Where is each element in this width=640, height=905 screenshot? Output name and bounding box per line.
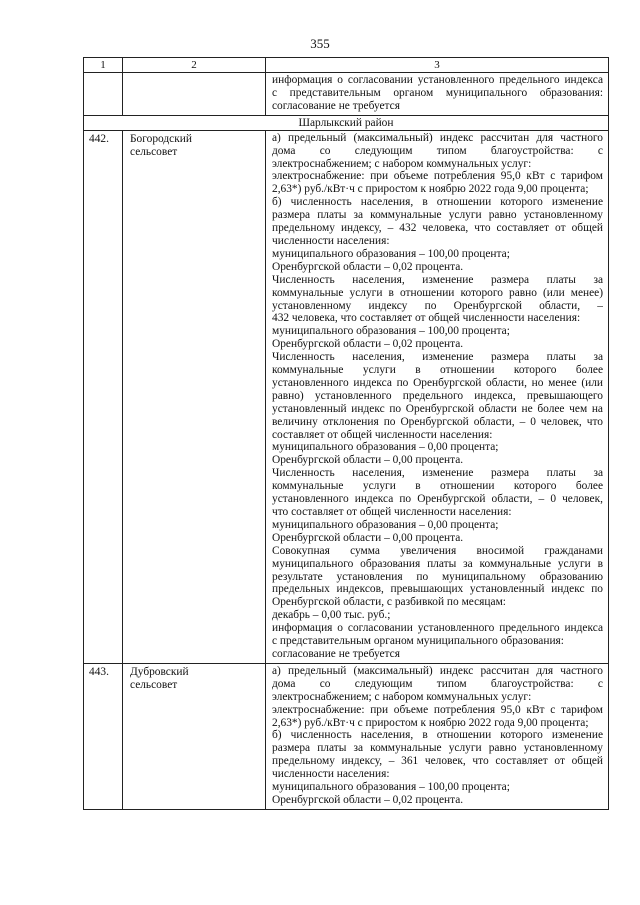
text-line: численности населения: <box>272 234 390 247</box>
text-line: Оренбургской области, с разбивкой по месяцам: <box>272 596 506 609</box>
text-line: Численность населения, изменение размера платы за <box>272 351 603 364</box>
continuation-num-cell <box>84 73 123 116</box>
text-line: Оренбургской области – 0,02 процента. <box>272 338 464 351</box>
text-line: электроснабжение: при объеме потребления 95,0 кВт с тарифом <box>272 170 603 183</box>
continuation-name-cell <box>123 73 266 116</box>
text-line: предельному индексу, – 361 человек, что составляет от общей <box>272 755 603 768</box>
text-line: с представительным органом муниципального образования: <box>272 635 564 648</box>
text-line: муниципального образования платы за коммунальные услуги в <box>272 557 603 570</box>
text-line: а) предельный (максимальный) индекс рассчитан для частного <box>272 664 603 677</box>
text-line: информация о согласовании установленного предельного индекса <box>272 622 603 635</box>
text-line: Оренбургской области – 0,00 процента. <box>272 454 464 467</box>
text-line: результате установления по муниципальному образованию <box>272 570 603 583</box>
column-number-header-row <box>84 58 609 73</box>
text-line: коммунальные услуги в отношении которого более <box>272 480 603 493</box>
text-line: Оренбургской области – 0,02 процента. <box>272 260 464 273</box>
municipality-name-line: Дубровский <box>130 665 189 678</box>
district-row <box>84 115 609 130</box>
text-line: установленного индекса по Оренбургской области, – 0 человек, <box>272 493 603 506</box>
text-line: Оренбургской области – 0,00 процента. <box>272 531 464 544</box>
text-line: установленному индексу по Оренбургской области, – <box>272 299 603 312</box>
index-description <box>266 130 609 663</box>
text-line: установленного индекса по Оренбургской области, но менее (или <box>272 376 603 389</box>
text-line: установленный индекс по Оренбургской области не более чем на <box>272 402 603 415</box>
municipality-name-line: сельсовет <box>130 145 178 158</box>
page-number: 355 <box>310 36 330 51</box>
text-line: Численность населения, изменение размера платы за <box>272 273 603 286</box>
text-line: муниципального образования – 0,00 процента; <box>272 441 499 454</box>
table-row <box>84 663 609 809</box>
text-line: дома со следующим типом благоустройства: с <box>272 144 603 157</box>
text-line: а) предельный (максимальный) индекс рассчитан для частного <box>272 131 603 144</box>
column-number-2: 2 <box>123 58 266 73</box>
text-line: 2,63*) руб./кВт·ч с приростом к ноябрю 2022 года 9,00 процента; <box>272 183 589 196</box>
text-line: размера платы за коммунальные услуги равно установленному <box>272 742 603 755</box>
text-line: предельному индексу, – 432 человека, что составляет от общей <box>272 222 603 235</box>
text-line: электроснабжением; с набором коммунальных услуг: <box>272 157 532 170</box>
municipality-name <box>123 130 266 663</box>
index-description <box>266 663 609 809</box>
district-title: Шарлыкский район <box>84 115 609 130</box>
text-line: дома со следующим типом благоустройства: с <box>272 677 603 690</box>
text-line: декабрь – 0,00 тыс. руб.; <box>272 609 391 622</box>
text-line: 432 человека, что составляет от общей численности населения: <box>272 312 581 325</box>
text-line: размера платы за коммунальные услуги равно установленному <box>272 209 603 222</box>
text-line: величину отклонения по Оренбургской области, – 0 человек, что <box>272 415 603 428</box>
text-line: электроснабжение: при объеме потребления 95,0 кВт с тарифом <box>272 703 603 716</box>
column-number-3: 3 <box>266 58 609 73</box>
text-line: Совокупная сумма увеличения вносимой гражданами <box>272 544 603 557</box>
text-line: с представительным органом муниципального образования: <box>272 86 603 99</box>
text-line: Оренбургской области – 0,02 процента. <box>272 793 464 806</box>
row-number: 443. <box>84 663 123 809</box>
text-line: 2,63*) руб./кВт·ч с приростом к ноябрю 2022 года 9,00 процента; <box>272 716 589 729</box>
text-line: информация о согласовании установленного предельного индекса <box>272 74 603 86</box>
text-line: муниципального образования – 100,00 процента; <box>272 325 510 338</box>
text-line: коммунальные услуги в отношении которого равно (или менее) <box>272 286 603 299</box>
column-number-1: 1 <box>84 58 123 73</box>
text-line: б) численность населения, в отношении которого изменение <box>272 729 603 742</box>
text-line: муниципального образования – 100,00 процента; <box>272 781 510 794</box>
municipality-name <box>123 663 266 809</box>
continuation-row <box>84 73 609 116</box>
text-line: коммунальные услуги в отношении которого более <box>272 364 603 377</box>
text-line: предельных индексов, превышающих установленный индекс по <box>272 583 603 596</box>
text-line: б) численность населения, в отношении которого изменение <box>272 196 603 209</box>
municipality-name-line: сельсовет <box>130 678 178 691</box>
text-line: согласование не требуется <box>272 99 400 112</box>
text-line: электроснабжением; с набором коммунальных услуг: <box>272 690 532 703</box>
text-line: Численность населения, изменение размера платы за <box>272 467 603 480</box>
text-line: что составляет от общей численности населения: <box>272 506 512 518</box>
tariff-index-table <box>83 57 609 810</box>
text-line: численности населения: <box>272 768 390 781</box>
text-line: составляет от общей численности населения: <box>272 428 493 441</box>
text-line: равно) установленного предельного индекса, превышающего <box>272 389 603 402</box>
text-line: муниципального образования – 0,00 процента; <box>272 518 499 531</box>
text-line: муниципального образования – 100,00 процента; <box>272 247 510 260</box>
text-line: согласование не требуется <box>272 647 400 660</box>
continuation-text-cell <box>266 73 609 116</box>
municipality-name-line: Богородский <box>130 132 192 145</box>
row-number: 442. <box>84 130 123 663</box>
table-row <box>84 130 609 663</box>
